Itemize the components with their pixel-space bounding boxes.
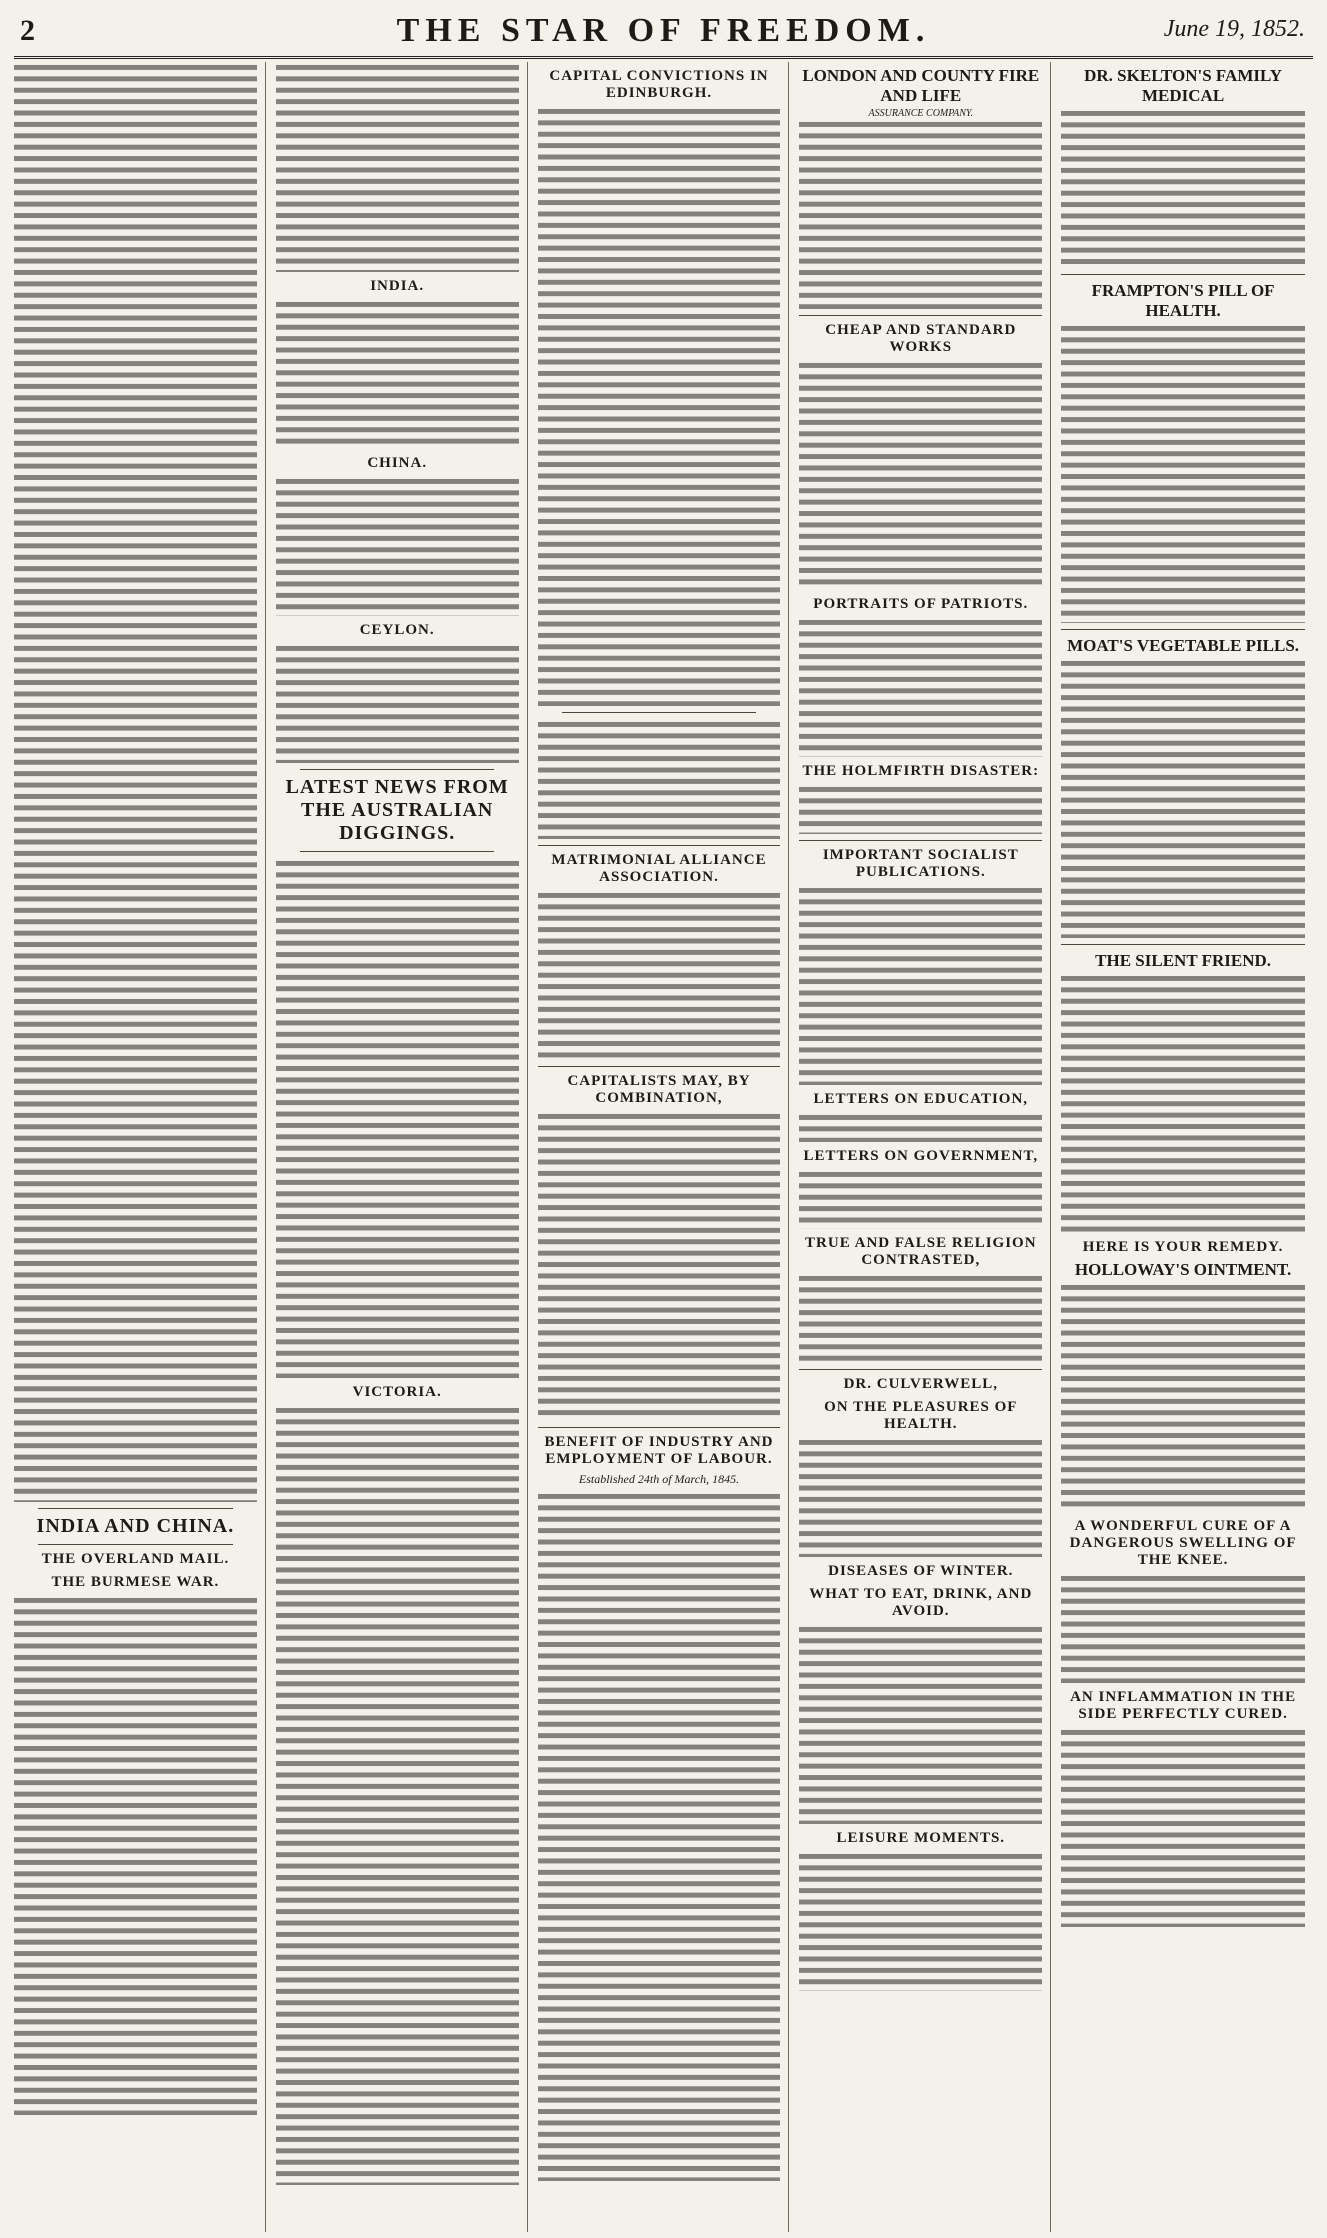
body-text: [799, 119, 1042, 309]
body-text: [1061, 108, 1305, 268]
body-text: [799, 1169, 1042, 1229]
column-3: [538, 62, 790, 2232]
headline-cure-knee: A WONDERFUL CURE OF A DANGEROUS SWELLING OF THE KNEE.: [1069, 1518, 1297, 1568]
page-number: 2: [20, 14, 35, 47]
body-text: [799, 1851, 1042, 1991]
headline-diseases-winter: DISEASES OF WINTER.: [828, 1563, 1014, 1579]
body-text: [14, 62, 257, 1502]
headline-cheap-works: CHEAP AND STANDARD WORKS: [825, 322, 1017, 355]
body-text: [799, 617, 1042, 757]
divider: [300, 851, 494, 852]
headline-china: CHINA.: [367, 455, 428, 471]
body-text: [276, 643, 519, 763]
body-text: [1061, 1727, 1305, 1927]
headline-benefit-industry: BENEFIT OF INDUSTRY AND EMPLOYMENT OF LABOUR.: [544, 1434, 774, 1467]
body-text: [1061, 1573, 1305, 1683]
body-text: [538, 719, 781, 839]
ad-holloway-ointment: HOLLOWAY'S OINTMENT.: [1074, 1260, 1292, 1279]
headline-portraits-patriots: PORTRAITS OF PATRIOTS.: [813, 596, 1029, 612]
divider: [799, 840, 1042, 841]
divider: [562, 712, 756, 713]
headline-overland-mail: THE OVERLAND MAIL.: [41, 1551, 230, 1567]
body-text: [799, 360, 1042, 590]
headline-capitalists-combination: CAPITALISTS MAY, BY COMBINATION,: [567, 1073, 751, 1106]
headline-india: INDIA.: [370, 278, 425, 294]
columns: [14, 62, 1313, 2232]
headline-dr-culverwell: DR. CULVERWELL,: [843, 1376, 998, 1392]
divider: [538, 845, 781, 846]
body-text: [538, 106, 781, 706]
body-text: [799, 784, 1042, 834]
headline-matrimonial-alliance: MATRIMONIAL ALLIANCE ASSOCIATION.: [551, 852, 767, 885]
headline-leisure-moments: LEISURE MOMENTS.: [836, 1830, 1006, 1846]
column-1: [14, 62, 266, 2232]
ad-london-county-fire: LONDON AND COUNTY FIRE AND LIFE: [802, 66, 1040, 105]
body-text: [799, 1437, 1042, 1557]
body-text: [799, 1112, 1042, 1142]
column-2: [276, 62, 528, 2232]
body-text: [538, 1111, 781, 1421]
body-text: [799, 885, 1042, 1085]
column-5: [1061, 62, 1313, 2232]
body-text: [799, 1624, 1042, 1824]
headline-pleasures-health: ON THE PLEASURES OF HEALTH.: [824, 1399, 1018, 1432]
issue-date: June 19, 1852.: [1163, 16, 1305, 42]
headline-capital-convictions: CAPITAL CONVICTIONS IN EDINBURGH.: [549, 68, 769, 101]
ad-subtitle: ASSURANCE COMPANY.: [868, 108, 974, 119]
masthead: [14, 6, 1313, 59]
column-4: [799, 62, 1051, 2232]
divider: [799, 1369, 1042, 1370]
body-text: [276, 1405, 519, 2185]
newspaper-title: THE STAR OF FREEDOM.: [396, 12, 931, 49]
divider: [38, 1508, 232, 1509]
body-text: [538, 890, 781, 1060]
headline-india-china: INDIA AND CHINA.: [36, 1515, 235, 1537]
body-text: [276, 62, 519, 272]
body-text: [1061, 658, 1305, 938]
divider: [538, 1427, 781, 1428]
divider: [300, 769, 494, 770]
divider: [1061, 944, 1305, 945]
headline-letters-education: LETTERS ON EDUCATION,: [813, 1091, 1029, 1107]
body-text: [1061, 973, 1305, 1233]
body-text: [538, 1491, 781, 2181]
body-text: [276, 299, 519, 449]
ad-moat-pills: MOAT'S VEGETABLE PILLS.: [1067, 636, 1300, 655]
body-text: [14, 1595, 257, 2115]
body-text: [1061, 1282, 1305, 1512]
headline-socialist-publications: IMPORTANT SOCIALIST PUBLICATIONS.: [822, 847, 1019, 880]
body-text: [799, 1273, 1042, 1363]
headline-eat-drink-avoid: WHAT TO EAT, DRINK, AND AVOID.: [809, 1586, 1033, 1619]
headline-victoria: VICTORIA.: [352, 1384, 442, 1400]
headline-letters-government: LETTERS ON GOVERNMENT,: [803, 1148, 1039, 1164]
ad-silent-friend: THE SILENT FRIEND.: [1095, 951, 1272, 970]
headline-inflammation-cured: AN INFLAMMATION IN THE SIDE PERFECTLY CURED.: [1070, 1689, 1297, 1722]
body-text: [276, 476, 519, 616]
divider: [538, 1066, 781, 1067]
headline-burmese-war: THE BURMESE WAR.: [51, 1574, 220, 1590]
body-text: [276, 858, 519, 1378]
divider: [1061, 274, 1305, 275]
established-date: Established 24th of March, 1845.: [578, 1472, 740, 1486]
headline-ceylon: CEYLON.: [359, 622, 435, 638]
ad-skelton-medical: DR. SKELTON'S FAMILY MEDICAL: [1084, 66, 1283, 105]
headline-holmfirth-disaster: THE HOLMFIRTH DISASTER:: [802, 763, 1040, 779]
body-text: [1061, 323, 1305, 623]
headline-true-false-religion: TRUE AND FALSE RELIGION CONTRASTED,: [805, 1235, 1037, 1268]
headline-your-remedy: HERE IS YOUR REMEDY.: [1082, 1239, 1284, 1255]
divider: [38, 1544, 232, 1545]
divider: [1061, 629, 1305, 630]
divider: [799, 315, 1042, 316]
ad-frampton-pill: FRAMPTON'S PILL OF HEALTH.: [1091, 281, 1275, 320]
headline-australian-diggings: LATEST NEWS FROM THE AUSTRALIAN DIGGINGS.: [285, 776, 509, 844]
